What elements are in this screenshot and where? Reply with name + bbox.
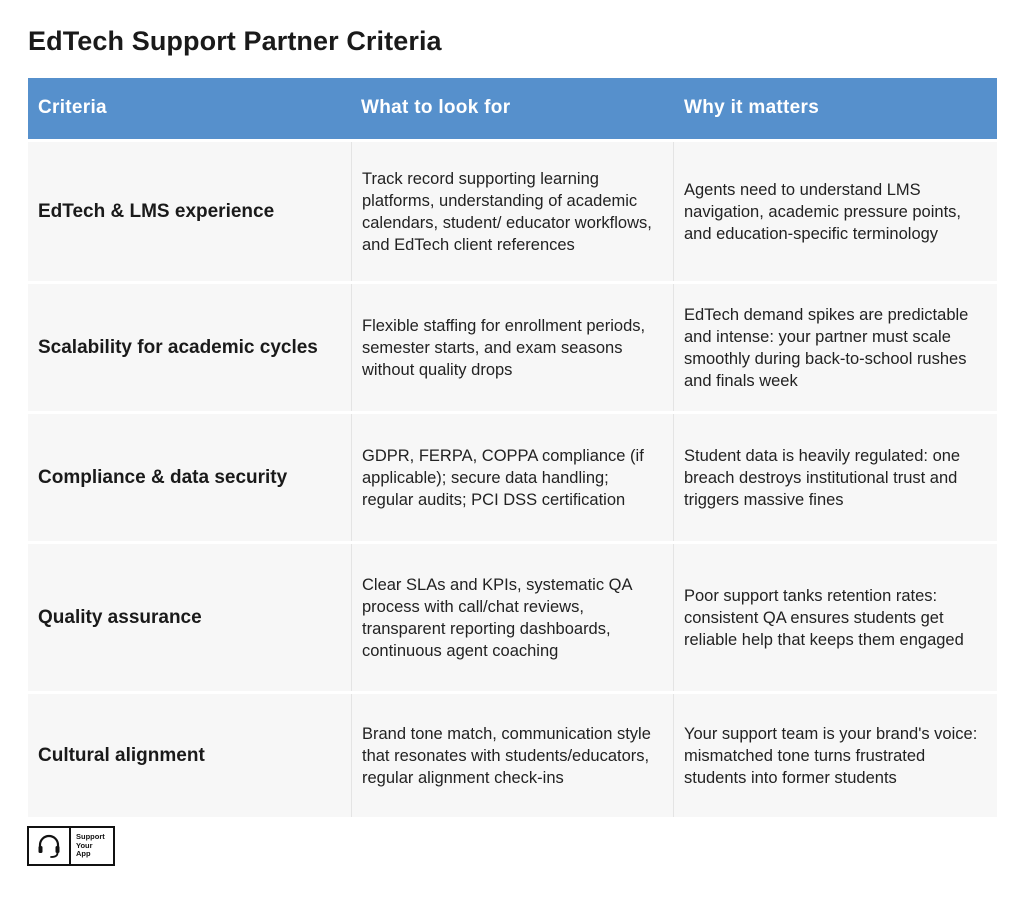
look-for-cell: Flexible staffing for enrollment periods, semester starts, and exam seasons without quality drops (351, 284, 674, 411)
criteria-cell: EdTech & LMS experience (28, 142, 351, 281)
logo-line: App (76, 849, 91, 859)
header-why-it-matters: Why it matters (684, 96, 820, 118)
criteria-cell: Scalability for academic cycles (28, 284, 351, 411)
why-cell: Agents need to understand LMS navigation, academic pressure points, and education-specific terminology (674, 142, 997, 281)
page-title: EdTech Support Partner Criteria (28, 26, 442, 56)
criteria-table (28, 78, 997, 820)
criteria-cell: Quality assurance (28, 544, 351, 691)
criteria-cell: Cultural alignment (28, 694, 351, 817)
header-criteria: Criteria (38, 96, 107, 118)
headset-icon (29, 828, 71, 864)
header-what-to-look-for: What to look for (361, 96, 511, 118)
brand-logo (27, 826, 115, 866)
why-cell: Your support team is your brand's voice: mismatched tone turns frustrated students into former students (674, 694, 997, 817)
look-for-cell: Track record supporting learning platforms, understanding of academic calendars, student/ educator workflows, and EdTech client references (351, 142, 674, 281)
look-for-cell: Brand tone match, communication style that resonates with students/educators, regular alignment check-ins (351, 694, 674, 817)
logo-line: Support (76, 832, 105, 842)
table-row (28, 544, 997, 694)
logo-line: Your (76, 840, 93, 850)
why-cell: Poor support tanks retention rates: consistent QA ensures students get reliable help that keeps them engaged (674, 544, 997, 691)
table-row (28, 284, 997, 414)
look-for-cell: Clear SLAs and KPIs, systematic QA process with call/chat reviews, transparent reporting dashboards, continuous agent coaching (351, 544, 674, 691)
table-row (28, 694, 997, 820)
table-row (28, 414, 997, 544)
logo-text (71, 828, 105, 864)
why-cell: Student data is heavily regulated: one breach destroys institutional trust and triggers massive fines (674, 414, 997, 541)
table-header-row (28, 78, 997, 139)
look-for-cell: GDPR, FERPA, COPPA compliance (if applicable); secure data handling; regular audits; PCI DSS certification (351, 414, 674, 541)
table-row (28, 142, 997, 284)
criteria-cell: Compliance & data security (28, 414, 351, 541)
why-cell: EdTech demand spikes are predictable and intense: your partner must scale smoothly during back-to-school rushes and finals week (674, 284, 997, 411)
